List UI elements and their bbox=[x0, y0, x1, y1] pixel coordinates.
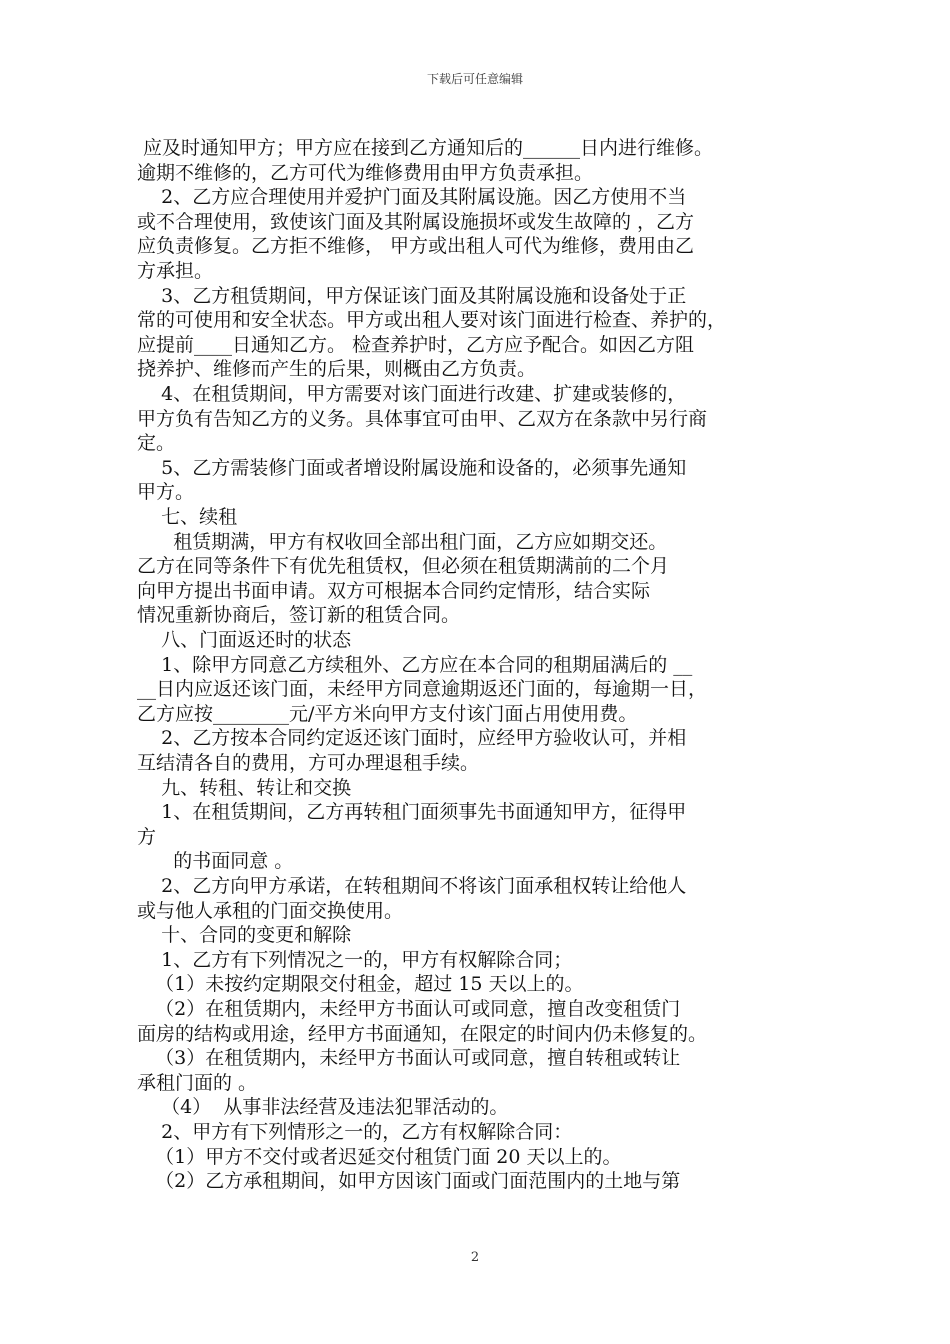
text-line: 1、乙方有下列情况之一的，甲方有权解除合同； bbox=[137, 948, 573, 971]
text-line: 乙方在同等条件下有优先租赁权，但必须在租赁期满前的二个月 bbox=[137, 555, 670, 578]
text-line: 应及时通知甲方；甲方应在接到乙方通知后的______日内进行维修。 bbox=[137, 137, 714, 159]
text-line: 5、乙方需装修门面或者增设附属设施和设备的，必须事先通知 bbox=[137, 456, 687, 479]
text-line: 应负责修复。乙方拒不维修， 甲方或出租人可代为维修，费用由乙 bbox=[137, 235, 695, 258]
text-line: 十、合同的变更和解除 bbox=[137, 924, 352, 947]
text-line: 2、甲方有下列情形之一的，乙方有权解除合同： bbox=[137, 1121, 573, 1143]
text-line: 租赁期满，甲方有权收回全部出租门面，乙方应如期交还。 bbox=[137, 530, 668, 553]
text-line: 承租门面的 。 bbox=[137, 1071, 258, 1094]
text-line: 或与他人承租的门面交换使用。 bbox=[137, 899, 404, 922]
text-line: 2、乙方按本合同约定返还该门面时，应经甲方验收认可，并相 bbox=[137, 727, 687, 750]
text-line: __日内应返还该门面，未经甲方同意逾期返还门面的，每逾期一日， bbox=[137, 678, 708, 701]
text-line: 八、门面返还时的状态 bbox=[137, 629, 352, 651]
page-number: 2 bbox=[470, 1250, 480, 1265]
text-line: 3、乙方租赁期间，甲方保证该门面及其附属设施和设备处于正 bbox=[137, 284, 687, 307]
text-line: （1）未按约定期限交付租金，超过 15 天以上的。 bbox=[137, 973, 584, 996]
text-line: 甲方。 bbox=[137, 481, 195, 504]
text-line: 或不合理使用，致使该门面及其附属设施损坏或发生故障的 ，乙方 bbox=[137, 210, 695, 233]
text-line: 向甲方提出书面申请。双方可根据本合同约定情形，结合实际 bbox=[137, 579, 651, 602]
text-line: （4） 从事非法经营及违法犯罪活动的。 bbox=[137, 1096, 509, 1119]
text-line: 乙方应按________元/平方米向甲方支付该门面占用使用费。 bbox=[137, 702, 638, 725]
text-line: （2）乙方承租期间，如甲方因该门面或门面范围内的土地与第 bbox=[137, 1170, 681, 1193]
text-line: 互结清各自的费用，方可办理退租手续。 bbox=[137, 752, 480, 774]
text-line: 挠养护、维修而产生的后果，则概由乙方负责。 bbox=[137, 358, 537, 381]
text-line: 情况重新协商后，签订新的租赁合同。 bbox=[137, 604, 461, 627]
text-line: 方承担。 bbox=[137, 260, 214, 282]
text-line: 常的可使用和安全状态。甲方或出租人要对该门面进行检查、养护的， bbox=[137, 309, 727, 332]
text-line: （3）在租赁期内，未经甲方书面认可或同意，擅自转租或转让 bbox=[137, 1047, 681, 1070]
text-line: 逾期不维修的，乙方可代为维修费用由甲方负责承担。 bbox=[137, 161, 594, 184]
text-line: 1、除甲方同意乙方续租外、乙方应在本合同的租期届满后的 __ bbox=[137, 653, 693, 676]
text-line: 2、乙方应合理使用并爱护门面及其附属设施。因乙方使用不当 bbox=[137, 186, 687, 209]
text-line: 定。 bbox=[137, 432, 176, 455]
text-line: （2）在租赁期内，未经甲方书面认可或同意，擅自改变租赁门 bbox=[137, 998, 681, 1020]
text-line: 甲方负有告知乙方的义务。具体事宜可由甲、乙双方在条款中另行商 bbox=[137, 407, 708, 430]
text-line: 的书面同意 。 bbox=[137, 850, 294, 873]
text-line: 4、在租赁期间，甲方需要对该门面进行改建、扩建或装修的， bbox=[137, 383, 687, 405]
text-line: 2、乙方向甲方承诺，在转租期间不将该门面承租权转让给他人 bbox=[137, 875, 687, 897]
text-line: 面房的结构或用途，经甲方书面通知，在限定的时间内仍未修复的。 bbox=[137, 1022, 708, 1045]
text-line: 七、续租 bbox=[137, 506, 238, 528]
text-line: 应提前____日通知乙方。 检查养护时，乙方应予配合。如因乙方阻 bbox=[137, 333, 695, 356]
text-line: 方 bbox=[137, 825, 157, 848]
text-line: 九、转租、转让和交换 bbox=[137, 776, 352, 799]
text-line: （1）甲方不交付或者迟延交付租赁门面 20 天以上的。 bbox=[137, 1145, 622, 1168]
text-line: 1、在租赁期间，乙方再转租门面须事先书面通知甲方，征得甲 bbox=[137, 801, 687, 824]
page-header: 下载后可任意编辑 bbox=[426, 72, 523, 86]
